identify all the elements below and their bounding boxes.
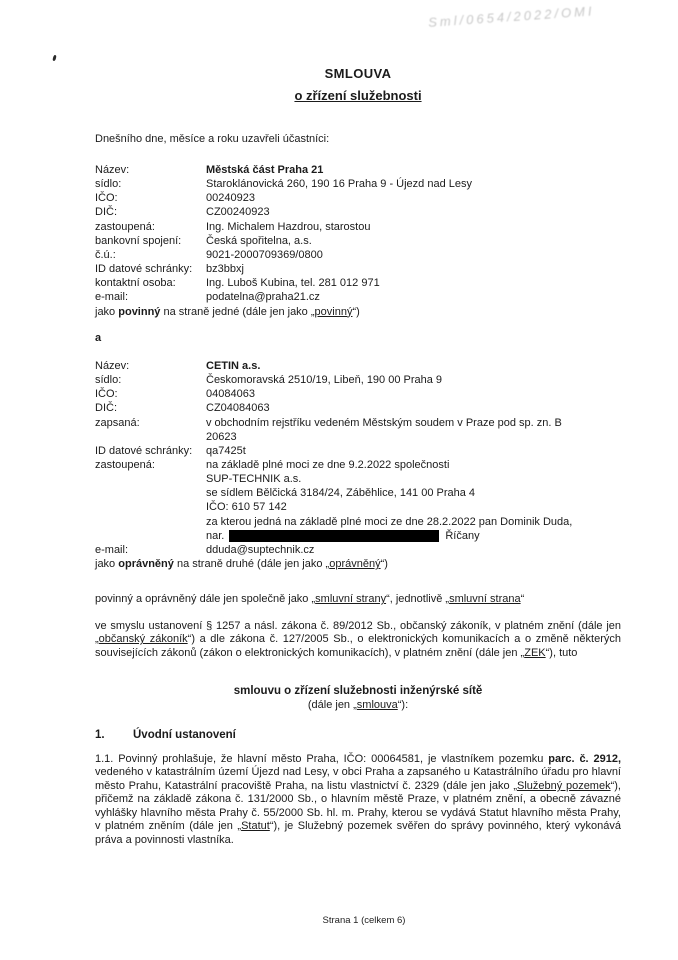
- clause-1-1: [95, 753, 621, 847]
- field-label: IČO:: [95, 192, 118, 205]
- section-1-heading: [95, 728, 621, 742]
- clause-text: ve smyslu ustanovení § 1257 a násl. zákona č. 89/2012 Sb., občanský zákoník, v platném znění (dále jen „: [95, 619, 621, 646]
- party-row: [95, 359, 621, 373]
- party-row: [95, 205, 621, 219]
- scan-artifact-speck: [52, 55, 56, 61]
- role-text: “): [352, 305, 360, 318]
- field-label: sídlo:: [95, 374, 122, 387]
- field-label: Název:: [95, 359, 130, 372]
- clause-text: “, jednotlivě „: [386, 593, 450, 606]
- party-row: [95, 220, 621, 234]
- party-role-line-opravneny: [95, 557, 621, 571]
- role-bold: povinný: [118, 305, 161, 318]
- page-number-footer: Strana 1 (celkem 6): [322, 915, 406, 926]
- field-value: Ing. Michalem Hazdrou, starostou: [206, 220, 371, 233]
- party-role-line-povinny: [95, 305, 621, 319]
- defined-term: Služebný pozemek: [516, 779, 611, 792]
- field-label: č.ú.:: [95, 248, 116, 261]
- section-number: 1.: [95, 729, 105, 742]
- field-value: bz3bbxj: [206, 263, 244, 276]
- field-label: e-mail:: [95, 291, 129, 304]
- field-label: IČO:: [95, 388, 118, 401]
- separator-and: a: [95, 331, 102, 344]
- party-row: [95, 373, 621, 387]
- field-label: DIČ:: [95, 206, 117, 219]
- handwritten-reference-number: Sml/0654/2022/OMI: [427, 3, 595, 30]
- section-title: Úvodní ustanovení: [133, 729, 236, 742]
- zapsana-line-2: 20623: [206, 430, 237, 443]
- subject-text: “):: [397, 698, 409, 711]
- field-value: Českomoravská 2510/19, Libeň, 190 00 Praha 9: [206, 374, 443, 387]
- party-row: [95, 163, 621, 177]
- clause-text: “: [520, 593, 525, 606]
- defined-term: smlouva: [356, 698, 398, 711]
- document-subtitle: o zřízení služebnosti: [294, 88, 422, 103]
- clause-text: 1.1. Povinný prohlašuje, že hlavní město Praha, IČO: 00064581, je vlastníkem pozemku: [95, 753, 549, 766]
- role-text: jako: [95, 305, 119, 318]
- document-title: SMLOUVA: [324, 66, 392, 81]
- party-row: [95, 543, 621, 557]
- role-text: na straně jedné (dále jen jako „: [160, 305, 315, 318]
- role-defined-term: oprávněný: [329, 558, 381, 571]
- party-row-zapsana: [95, 416, 621, 444]
- clause-text: vedeného v katastrálním území Újezd nad Lesy, v obci Praha a zapsaného u Katastrálního úřadu pro hlavní město Prahu, Katastrální pracoviště Praha, na listu vlastnictví č. 2329 (dále jen jako „: [95, 766, 621, 792]
- field-value: CETIN a.s.: [206, 359, 261, 372]
- zastoupena-line: se sídlem Bělčická 3184/24, Záběhlice, 141 00 Praha 4: [206, 487, 476, 500]
- field-label: ID datové schránky:: [95, 444, 193, 457]
- party-row: [95, 444, 621, 458]
- zastoupena-line: SUP-TECHNIK a.s.: [206, 473, 302, 486]
- field-label: kontaktní osoba:: [95, 277, 176, 290]
- field-value: 04084063: [206, 388, 255, 401]
- field-value: Staroklánovická 260, 190 16 Praha 9 - Újezd nad Lesy: [206, 178, 472, 191]
- party-row: [95, 248, 621, 262]
- nar-suffix: Říčany: [445, 529, 480, 542]
- subject-text: (dále jen „: [307, 698, 357, 711]
- defined-term: Statut: [241, 820, 270, 833]
- field-label: DIČ:: [95, 402, 117, 415]
- field-label: e-mail:: [95, 543, 129, 556]
- field-value: dduda@suptechnik.cz: [206, 543, 315, 556]
- party-row: [95, 387, 621, 401]
- field-value: podatelna@praha21.cz: [206, 291, 320, 304]
- clause-text: “), tuto: [545, 646, 578, 659]
- joint-parties-clause: [95, 593, 621, 606]
- clause-text: “), je Služebný pozemek svěřen do správy povinného, který vykonává práva a povinnosti vlastníka.: [95, 820, 621, 846]
- party-row: [95, 191, 621, 205]
- field-value: CZ00240923: [206, 206, 270, 219]
- field-label: bankovní spojení:: [95, 234, 182, 247]
- field-value: 00240923: [206, 192, 255, 205]
- field-value: 9021-2000709369/0800: [206, 248, 323, 261]
- field-label: ID datové schránky:: [95, 263, 193, 276]
- birthdate-redacted-line: [206, 529, 621, 543]
- field-value: CZ04084063: [206, 402, 270, 415]
- party-opravneny-block: [95, 359, 621, 571]
- contract-subject-heading: [95, 685, 621, 712]
- party-row: [95, 290, 621, 304]
- field-value: [206, 458, 621, 543]
- role-text: na straně druhé (dále jen jako „: [173, 558, 330, 571]
- field-value: qa7425t: [206, 444, 246, 457]
- field-value: Ing. Luboš Kubina, tel. 281 012 971: [206, 277, 380, 290]
- defined-term: smluvní strana: [449, 593, 521, 606]
- field-label: sídlo:: [95, 178, 122, 191]
- role-defined-term: povinný: [314, 305, 353, 318]
- role-text: “): [380, 558, 388, 571]
- role-bold: oprávněný: [118, 558, 174, 571]
- party-row-zastoupena: [95, 458, 621, 543]
- legal-basis-clause: [95, 620, 621, 660]
- defined-term: smluvní strany: [315, 593, 387, 606]
- parcel-number: parc. č. 2912,: [548, 753, 622, 766]
- field-label: zapsaná:: [95, 416, 140, 429]
- zapsana-line-1: v obchodním rejstříku vedeném Městským soudem v Praze pod sp. zn. B: [206, 416, 562, 429]
- party-row: [95, 401, 621, 415]
- zastoupena-line: za kterou jedná na základě plné moci ze dne 28.2.2022 pan Dominik Duda,: [206, 515, 573, 528]
- redaction-bar: [229, 530, 439, 542]
- clause-text: “) a dle zákona č. 127/2005 Sb., o elektronických komunikacích a o změně některých souvisejících zákonů (zákon o elektronických komunikacích), v platném znění (dále jen „: [95, 633, 621, 659]
- defined-term: ZEK: [524, 646, 546, 659]
- subject-title: smlouvu o zřízení služebnosti inženýrské sítě: [233, 685, 483, 698]
- zastoupena-line: IČO: 610 57 142: [206, 501, 287, 514]
- party-row: [95, 276, 621, 290]
- clause-text: povinný a oprávněný dále jen společně jako „: [95, 593, 316, 606]
- field-value: Městská část Praha 21: [206, 164, 324, 176]
- party-povinny-block: [95, 163, 621, 319]
- party-row: [95, 177, 621, 191]
- role-text: jako: [95, 558, 119, 571]
- nar-label: nar.: [206, 529, 225, 542]
- field-label: Název:: [95, 164, 130, 176]
- field-label: zastoupená:: [95, 220, 155, 233]
- field-value: [206, 416, 621, 444]
- party-row: [95, 234, 621, 248]
- defined-term: občanský zákoník: [98, 633, 188, 646]
- subject-subtitle: [95, 699, 621, 713]
- party-row: [95, 262, 621, 276]
- intro-line: Dnešního dne, měsíce a roku uzavřeli účastníci:: [95, 133, 330, 145]
- clause-text: “), přičemž na základě zákona č. 131/2000 Sb., o hlavním městě Praze, v platném znění, a obecně závazné vyhlášky hlavního města Prahy č. 55/2000 Sb. hl. m. Prahy, kterou se vydává Statut hlavního města Prahy, v platném zněním (dále jen „: [95, 779, 621, 833]
- field-value: Česká spořitelna, a.s.: [206, 234, 312, 247]
- zastoupena-line: na základě plné moci ze dne 9.2.2022 společnosti: [206, 458, 450, 471]
- field-label: zastoupená:: [95, 458, 155, 471]
